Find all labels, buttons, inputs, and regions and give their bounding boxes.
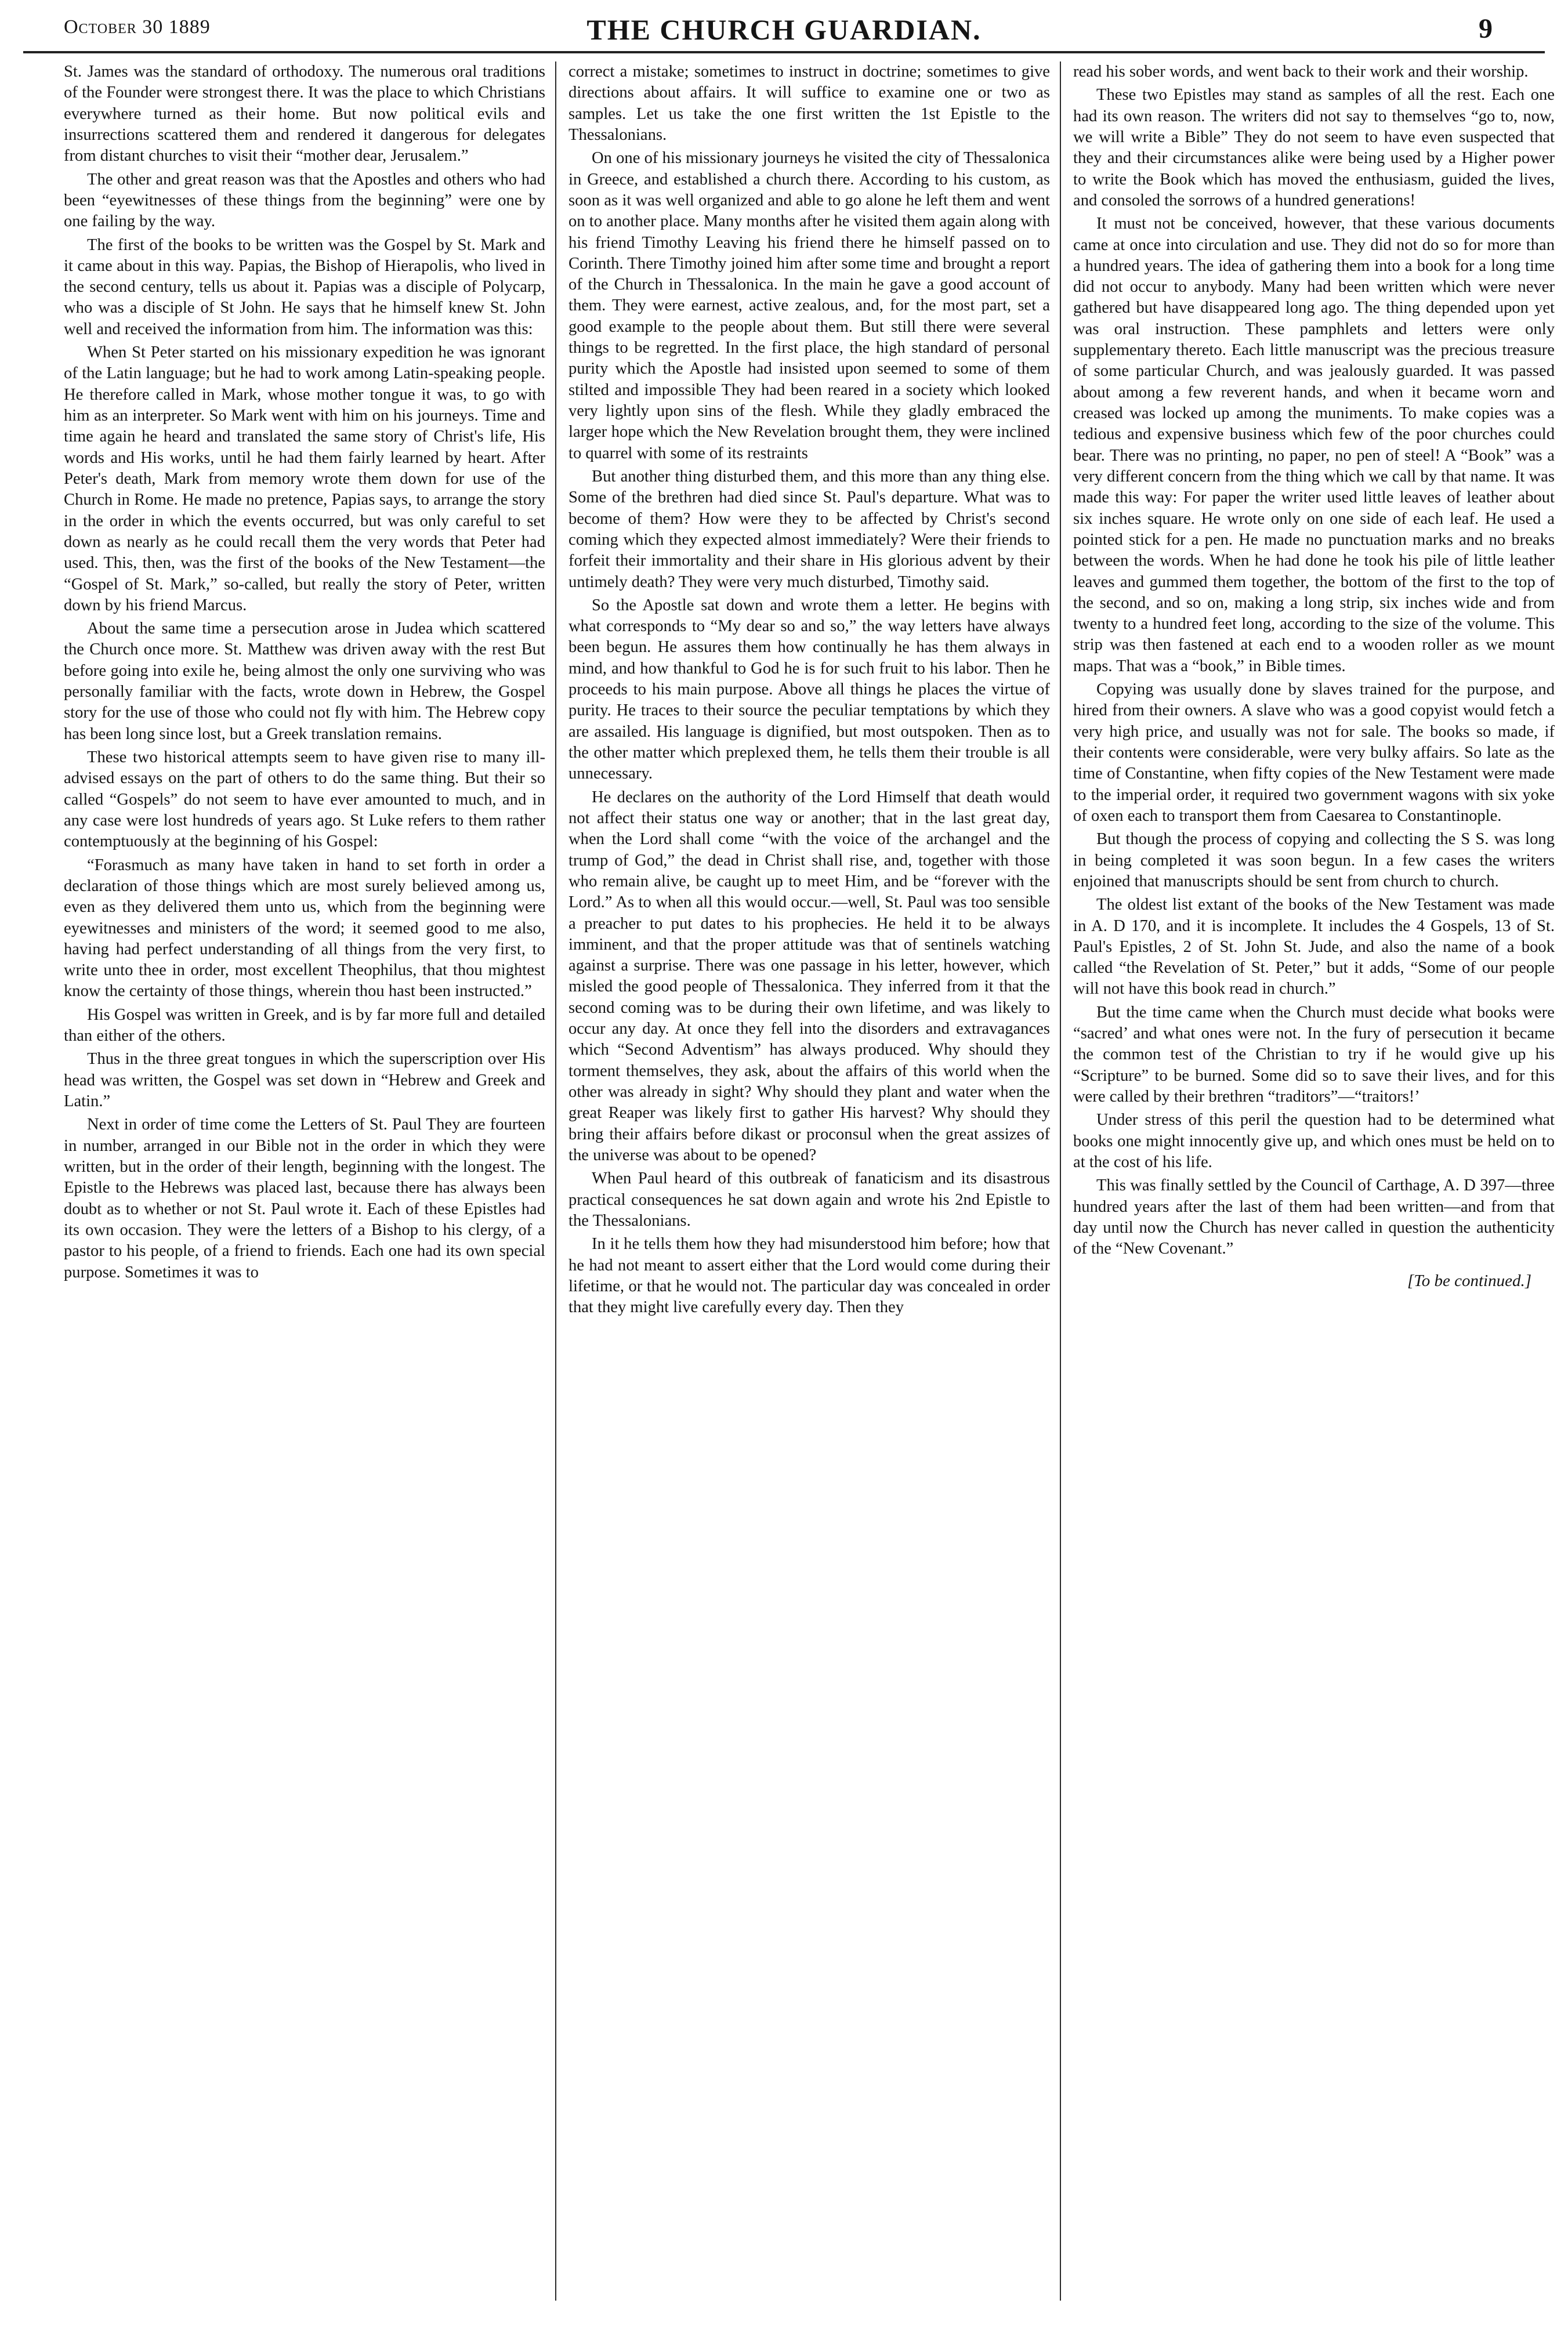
article-columns xyxy=(23,61,1555,2318)
column-3 xyxy=(1073,61,1555,2318)
paragraph: His Gospel was written in Greek, and is by far more full and detailed than either of the others. xyxy=(64,1005,545,1045)
paragraph: St. James was the standard of orthodoxy. The numerous oral traditions of the Founder were strongest there. It was the place to which Christians everywhere turned as their home. But now political evils and insurrections scattered them and rendered it dangerous for delegates from distant churches to visit their “mother dear, Jerusalem.” xyxy=(64,63,545,165)
paragraph: Copying was usually done by slaves trained for the purpose, and hired from their owners. A slave who was a good copyist would fetch a very high price, and usually was not for sale. The books so made, if their contents were considerable, were very bulky affairs. So late as the time of Constantine, when fifty copies of the New Testament were made to the imperial order, it required two government wagons with six yoke of oxen each to transport them from Caesarea to Constantinople. xyxy=(1073,680,1555,825)
paragraph: Thus in the three great tongues in which the superscription over His head was written, the Gospel was set down in “Hebrew and Greek and Latin.” xyxy=(64,1050,545,1110)
paragraph: read his sober words, and went back to their work and their worship. xyxy=(1073,63,1529,81)
masthead xyxy=(23,13,1545,53)
paragraph: About the same time a persecution arose in Judea which scattered the Church once more. St. Matthew was driven away with the rest But before going into exile he, being almost the only one surviving who was personally familiar with the facts, wrote down in Hebrew, the Gospel story for the use of those who could not fly with him. The Hebrew copy has been long since lost, but a Greek translation remains. xyxy=(64,620,545,743)
paragraph: But another thing disturbed them, and this more than any thing else. Some of the brethren had died since St. Paul's departure. What was to become of them? How were they to be affected by Christ's second coming which they expected almost immediately? Were their friends to forfeit their immortality and their share in His glorious advent by their untimely death? They were very much disturbed, Timothy said. xyxy=(568,467,1050,591)
paragraph: In it he tells them how they had misunderstood him before; how that he had not meant to assert either that the Lord would come during their lifetime, or that he would not. The particular day was concealed in order that they might live carefully every day. Then they xyxy=(568,1235,1050,1317)
paragraph: But the time came when the Church must decide what books were “sacred’ and what ones were not. In the fury of persecution it became the common test of the Christian to try if he would give up his “Scripture” to be burned. Some did so to save their lives, and for this were called by their brethren “traditors”—“traitors!’ xyxy=(1073,1003,1555,1106)
paragraph: These two historical attempts seem to have given rise to many ill-advised essays on the part of others to do the same thing. But their so called “Gospels” do not seem to have ever amounted to much, and in any case were lost hundreds of years ago. St Luke refers to them rather contemptuously at the beginning of his Gospel: xyxy=(64,748,545,851)
paragraph: The oldest list extant of the books of the New Testament was made in A. D 170, and it is incomplete. It includes the 4 Gospels, 13 of St. Paul's Epistles, 2 of St. John St. Jude, and also the name of a book called “the Revelation of St. Peter,” but it adds, “Some of our people will not have this book read in church.” xyxy=(1073,896,1555,998)
column-rule xyxy=(555,61,556,2301)
paragraph: correct a mistake; sometimes to instruct in doctrine; sometimes to give directions about affairs. It will suffice to examine one or two as samples. Let us take the one first written the 1st Epistle to the Thessalonians. xyxy=(568,63,1050,144)
paragraph: The other and great reason was that the Apostles and others who had been “eyewitnesses of these things from the beginning” were one by one failing by the way. xyxy=(64,170,545,231)
paragraph: When St Peter started on his missionary expedition he was ignorant of the Latin language; but he had to work among Latin-speaking people. He therefore called in Mark, whose mother tongue it was, to go with him as an interpreter. So Mark went with him on his journeys. Time and time again he heard and translated the same story of Christ's life, His words and His works, until he had them fairly learned by heart. After Peter's death, Mark from memory wrote them down for use of the Church in Rome. He made no pretence, Papias says, to arrange the story in the order in which the events occurred, but was only careful to set down as nearly as he could recall them the very words that Peter had used. This, then, was the first of the books of the New Testament—the “Gospel of St. Mark,” so-called, but really the story of Peter, written down by his friend Marcus. xyxy=(64,343,545,614)
to-be-continued-note: [To be continued.] xyxy=(1407,1271,1531,1290)
page-number: 9 xyxy=(1479,13,1493,44)
paragraph: The first of the books to be written was the Gospel by St. Mark and it came about in this way. Papias, the Bishop of Hierapolis, who lived in the second century, tells us about it. Papias was a disciple of Polycarp, who was a disciple of St John. He says that he himself knew St. John well and received the information from him. The information was this: xyxy=(64,236,545,338)
paragraph: He declares on the authority of the Lord Himself that death would not affect their status one way or another; that in the last great day, when the Lord shall come “with the voice of the archangel and the trump of God,” the dead in Christ shall rise, and, together with those who remain alive, be caught up to meet Him, and be “forever with the Lord.” As to when all this would occur.—well, St. Paul was too sensible a preacher to put dates to his prophecies. He held it to be always imminent, and that the proper attitude was that of sentinels watching against a surprise. There was one passage in his letter, however, which misled the good people of Thessalonica. They inferred from it that the second coming was to be during their own lifetime, and was likely to occur any day. At once they fell into the disorders and extravagances which “Second Adventism” has always produced. Why should they torment themselves, they ask, about the affairs of this world when the other was already in sight? Why should they plant and water when the great Reaper was likely first to gather His harvest? Why should they bring their affairs before dikast or proconsul when the great assizes of the universe was about to be opened? xyxy=(568,788,1050,1164)
paragraph: These two Epistles may stand as samples of all the rest. Each one had its own reason. The writers did not say to themselves “go to, now, we will write a Bible” They do not seem to have even suspected that they and their circumstances alike were being used by a Higher power to write the Book which has moved the enthusiasm, guided the lives, and consoled the sorrows of a hundred generations! xyxy=(1073,86,1555,209)
paragraph: Under stress of this peril the question had to be determined what books one might innocently give up, and which ones must be held on to at the cost of his life. xyxy=(1073,1111,1555,1171)
paragraph: Next in order of time come the Letters of St. Paul They are fourteen in number, arranged in our Bible not in the order in which they were written, but in the order of their length, beginning with the longest. The Epistle to the Hebrews was placed last, because there has always been doubt as to whether or not St. Paul wrote it. Each of these Epistles had its own occasion. They were the letters of a Bishop to his clergy, of a pastor to his people, of a friend to friends. Each one had its own special purpose. Sometimes it was to xyxy=(64,1116,545,1281)
paragraph: This was finally settled by the Council of Carthage, A. D 397—three hundred years after the last of them had been written—and from that day until now the Church has never called in question the authenticity of the “New Covenant.” xyxy=(1073,1176,1555,1258)
column-2 xyxy=(568,61,1050,2318)
newspaper-title: THE CHURCH GUARDIAN. xyxy=(586,13,982,46)
paragraph: But though the process of copying and collecting the S S. was long in being completed it was soon begun. In a few cases the writers enjoined that manuscripts should be sent from church to church. xyxy=(1073,830,1555,890)
quotation-paragraph: “Forasmuch as many have taken in hand to set forth in order a declaration of those things which are most surely believed among us, even as they delivered them unto us, which from the beginning were eyewitnesses and ministers of the word; it seemed good to me also, having had perfect understanding of all things from the very first, to write unto thee in order, most excellent Theophilus, that thou mightest know the certainty of those things, wherein thou hast been instructed.” xyxy=(64,856,545,1001)
paragraph: On one of his missionary journeys he visited the city of Thessalonica in Greece, and established a church there. According to his custom, as soon as it was well organized and able to go alone he left them and went on to another place. Many months after he visited them again along with his friend Timothy Leaving his friend there he himself passed on to Corinth. There Timothy joined him after some time and brought a report of the Church in Thessalonica. In the main he gave a good account of them. They were earnest, active zealous, and, for the most part, set a good example to the people about them. But still there were several things to be regretted. In the first place, the high standard of personal purity which the Apostle had insisted upon seemed to some of them stilted and impossible They had been reared in a society which looked very lightly upon sins of the flesh. While they gladly embraced the larger hope which the New Revelation brought them, they were inclined to quarrel with some of its restraints xyxy=(568,149,1050,462)
issue-date: October 30 1889 xyxy=(64,16,211,38)
column-rule xyxy=(1060,61,1061,2301)
paragraph: When Paul heard of this outbreak of fanaticism and its disastrous practical consequences he sat down again and wrote his 2nd Epistle to the Thessalonians. xyxy=(568,1169,1050,1230)
paragraph: It must not be conceived, however, that these various documents came at once into circulation and use. They did not do so for more than a hundred years. The idea of gathering them into a book for a long time did not occur to anybody. Many had been written which were never gathered but have disappeared long ago. The thing depended upon yet was oral instruction. These pamphlets and letters were only supplementary thereto. Each little manuscript was the precious treasure of some particular Church, and was jealously guarded. It was passed about among a few reverent hands, and when it became worn and creased was locked up among the muniments. To make copies was a tedious and expensive business which few of the poor churches could bear. There was no printing, no paper, no pen of steel! A “Book” was a very different concern from the thing which we call by that name. It was made this way: For paper the writer used little leaves of leather about six inches square. He wrote only on one side of each leaf. He used a pointed stick for a pen. He made no punctuation marks and no breaks between the words. When he had done he took his pile of little leather leaves and gummed them together, the bottom of the first to the top of the second, and so on, making a long strip, six inches wide and from twenty to a hundred feet long, according to the size of the volume. This strip was then fastened at each end to a wooden roller as we mount maps. That was a “book,” in Bible times. xyxy=(1073,215,1555,675)
paragraph: So the Apostle sat down and wrote them a letter. He begins with what corresponds to “My dear so and so,” the way letters have always been begun. He assures them how continually he has them always in mind, and how thankful to God he is for such fruit to his labor. Then he proceeds to his main purpose. Above all things he places the virtue of purity. He traces to their source the peculiar temptations by which they are assailed. His language is dignified, but most outspoken. Then as to the other matter which preplexed them, he tells them their trouble is all unnecessary. xyxy=(568,596,1050,783)
column-1 xyxy=(64,61,545,2318)
